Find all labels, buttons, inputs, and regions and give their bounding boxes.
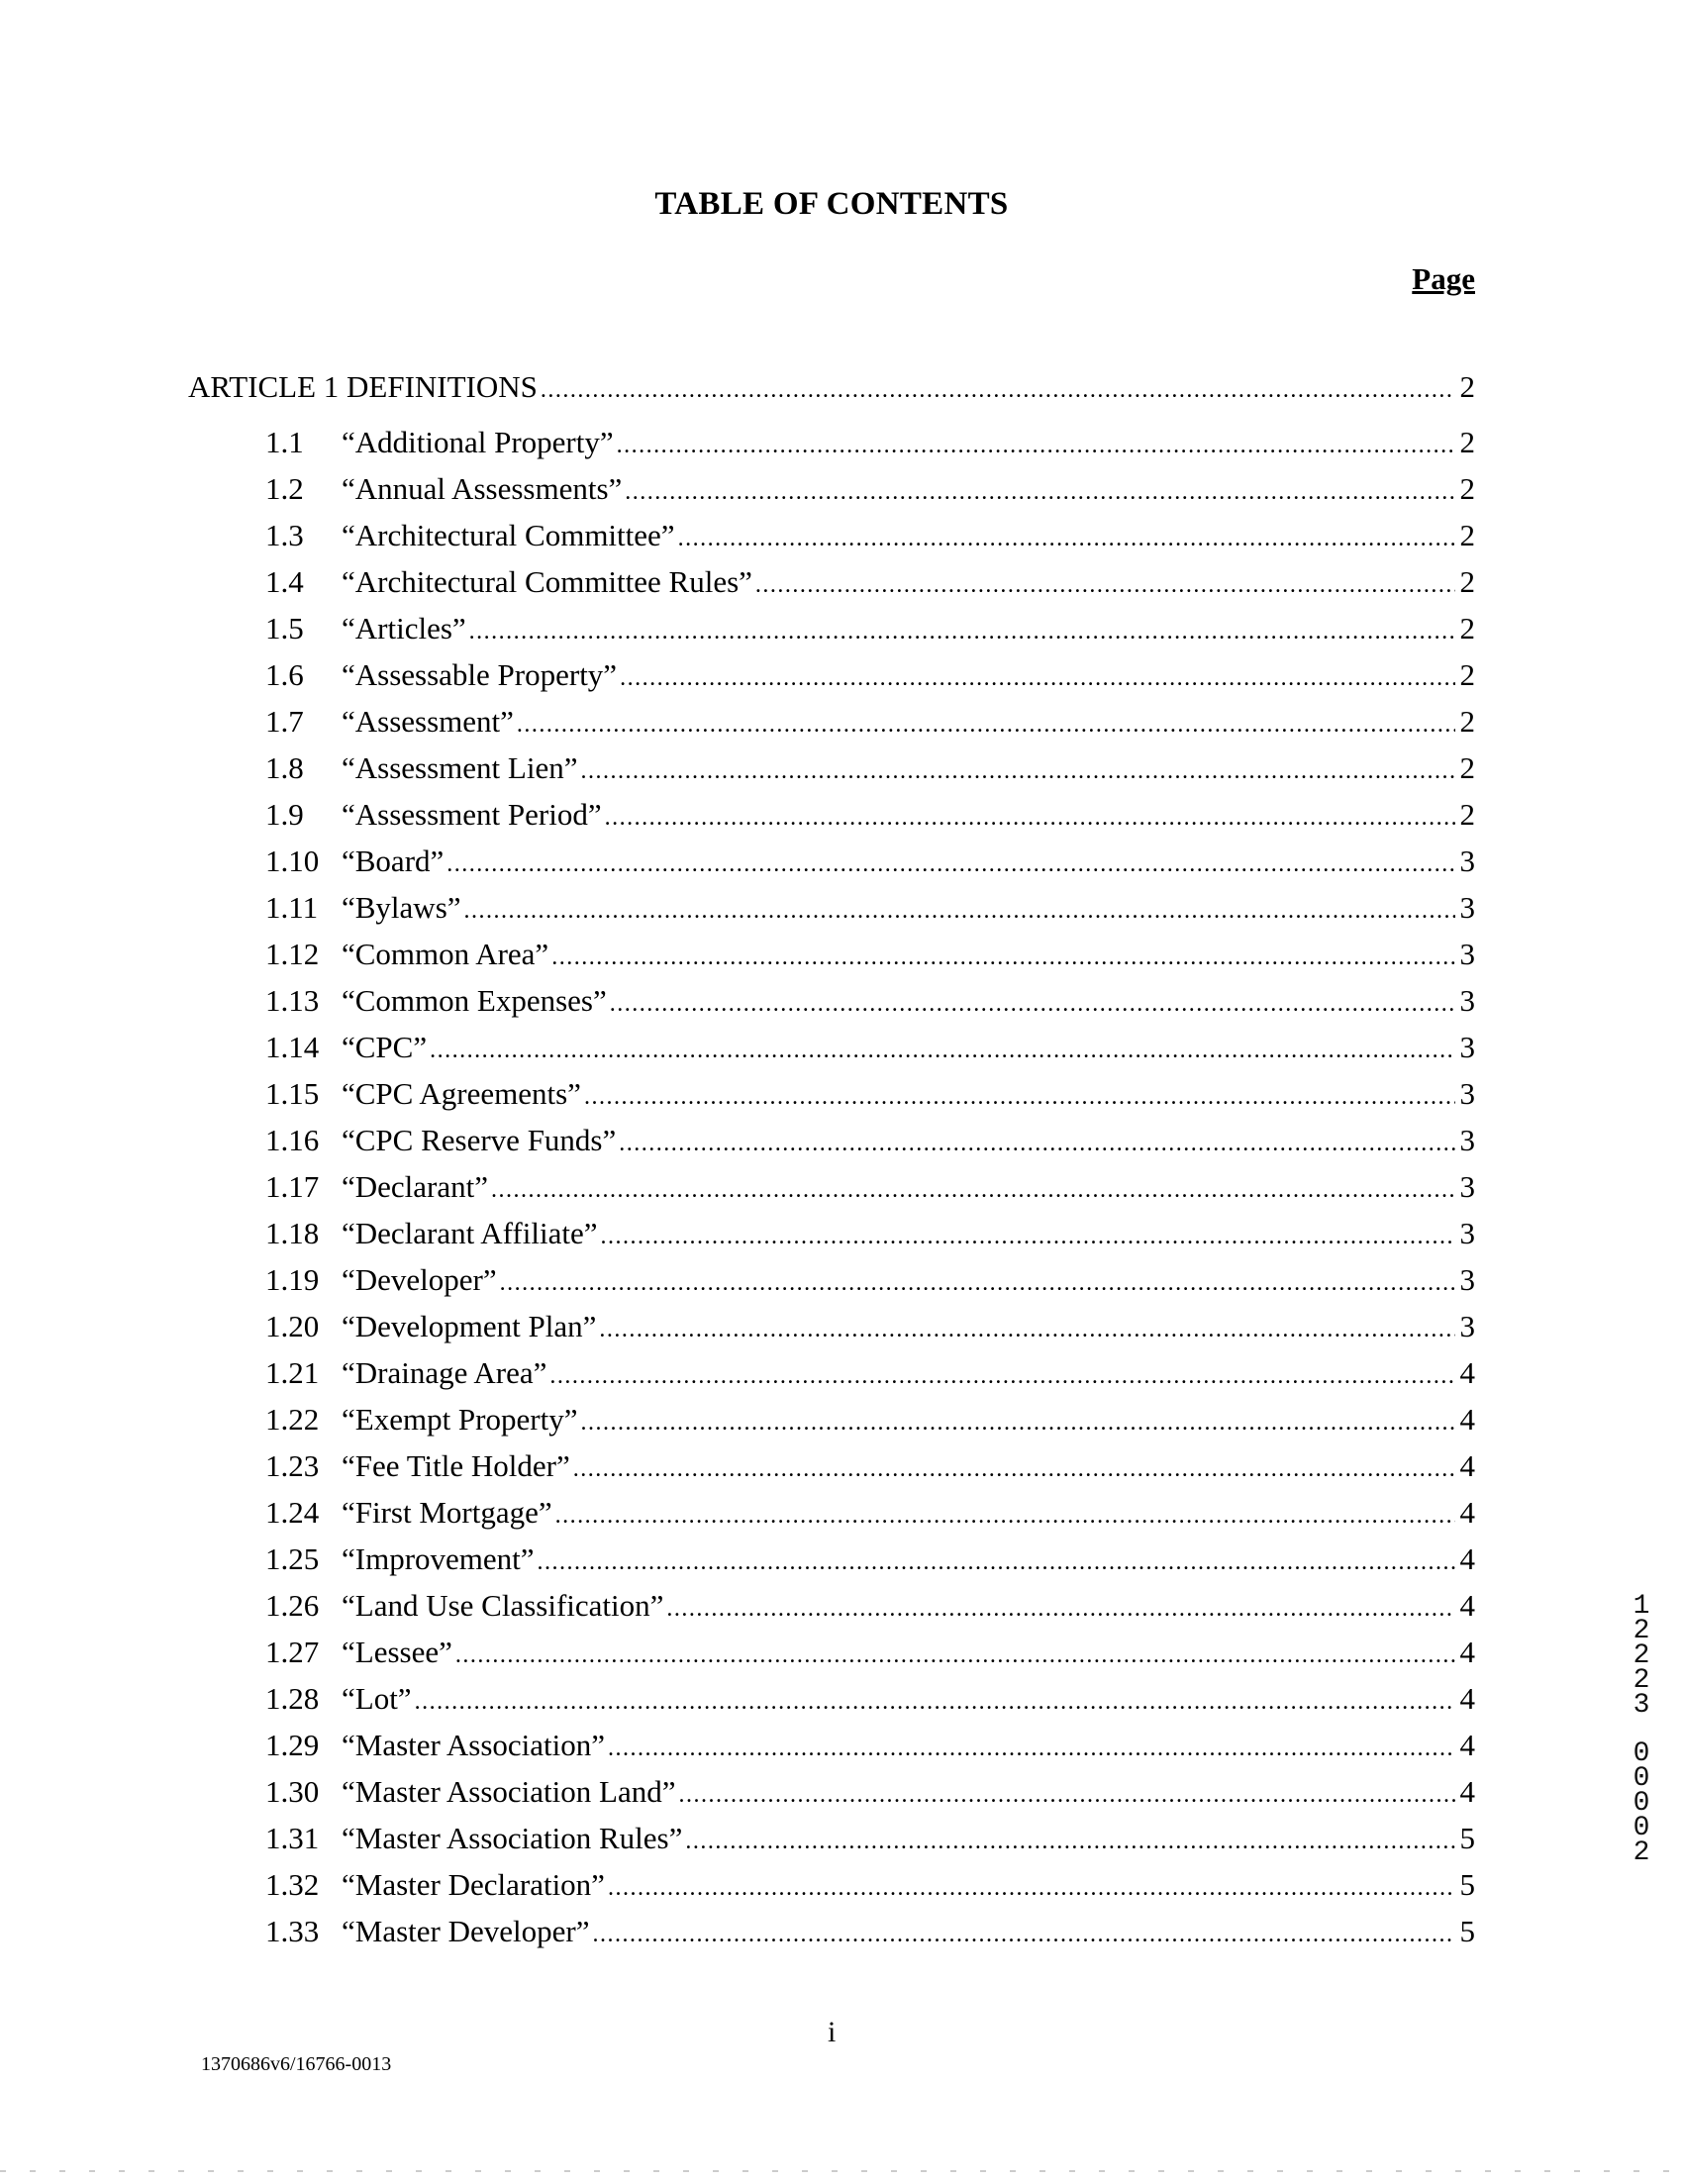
toc-entry-number: 1.23 xyxy=(265,1448,320,1483)
toc-entry-label: “Fee Title Holder” xyxy=(342,1448,570,1483)
stamp-char: 2 xyxy=(1633,1616,1650,1646)
toc-entry-row[interactable] xyxy=(188,844,1475,890)
toc-entry-page: 2 xyxy=(1459,657,1475,692)
toc-entry-page: 4 xyxy=(1459,1495,1475,1530)
toc-entry-page: 4 xyxy=(1459,1588,1475,1623)
toc-entry-label: “Declarant Affiliate” xyxy=(342,1216,598,1250)
toc-article-label: ARTICLE 1 DEFINITIONS xyxy=(188,369,538,404)
toc-entry-number: 1.9 xyxy=(265,797,304,832)
toc-entry-label: “CPC Reserve Funds” xyxy=(342,1123,617,1157)
toc-entry-label: “Master Association Rules” xyxy=(342,1821,683,1855)
dot-leader xyxy=(538,1549,1455,1576)
toc-entry-number: 1.4 xyxy=(265,564,304,599)
dot-leader xyxy=(608,1875,1455,1902)
toc-entry-page: 5 xyxy=(1459,1867,1475,1902)
toc-entry-label: “Assessable Property” xyxy=(342,657,618,692)
stamp-char: 3 xyxy=(1633,1690,1650,1721)
toc-entry-label: “Exempt Property” xyxy=(342,1402,578,1437)
stamp-char: 0 xyxy=(1633,1813,1650,1843)
toc-entry-number: 1.2 xyxy=(265,471,304,506)
toc-entry-label: “Bylaws” xyxy=(342,890,461,925)
dot-leader xyxy=(580,1410,1454,1437)
toc-entry-label: “Developer” xyxy=(342,1262,497,1297)
toc-entry-row[interactable] xyxy=(188,1123,1475,1169)
toc-entry-number: 1.11 xyxy=(265,890,319,925)
dot-leader xyxy=(491,1177,1455,1204)
stamp-char: 1 xyxy=(1633,1591,1650,1622)
stamp-char: 2 xyxy=(1633,1665,1650,1696)
toc-entry-row[interactable] xyxy=(188,1495,1475,1541)
toc-entry-page: 2 xyxy=(1459,797,1475,832)
toc-entry-number: 1.5 xyxy=(265,611,304,645)
toc-entry-row[interactable] xyxy=(188,1355,1475,1402)
stamp-char: 2 xyxy=(1633,1837,1650,1868)
toc-entry-page: 4 xyxy=(1459,1355,1475,1390)
dot-leader xyxy=(584,1084,1455,1111)
dot-leader xyxy=(610,991,1455,1018)
dot-leader xyxy=(608,1736,1454,1762)
toc-entry-row[interactable] xyxy=(188,611,1475,657)
dot-leader xyxy=(469,619,1455,645)
toc-entry-label: “Drainage Area” xyxy=(342,1355,547,1390)
toc-entry-number: 1.7 xyxy=(265,704,304,739)
toc-entry-number: 1.17 xyxy=(265,1169,320,1204)
toc-entry-row[interactable] xyxy=(188,1821,1475,1867)
toc-entry-number: 1.16 xyxy=(265,1123,320,1157)
toc-entry-page: 4 xyxy=(1459,1774,1475,1809)
toc-entry-label: “Additional Property” xyxy=(342,425,614,459)
toc-entry-number: 1.12 xyxy=(265,937,320,971)
toc-entry-number: 1.14 xyxy=(265,1030,320,1064)
toc-entry-row[interactable] xyxy=(188,564,1475,611)
toc-entry-row[interactable] xyxy=(188,1169,1475,1216)
toc-entry-row[interactable] xyxy=(188,797,1475,844)
toc-entry-label: “Master Association” xyxy=(342,1728,606,1762)
dot-leader xyxy=(500,1270,1455,1297)
toc-entry-label: “Assessment” xyxy=(342,704,514,739)
toc-entry-page: 2 xyxy=(1459,471,1475,506)
toc-entry-row[interactable] xyxy=(188,657,1475,704)
toc-entry-number: 1.31 xyxy=(265,1821,320,1855)
toc-entry-label: “Improvement” xyxy=(342,1541,535,1576)
toc-entry-label: “Board” xyxy=(342,844,445,878)
toc-entry-label: “Lessee” xyxy=(342,1635,452,1669)
toc-entry-row[interactable] xyxy=(188,1681,1475,1728)
toc-entry-label: “First Mortgage” xyxy=(342,1495,552,1530)
toc-entry-row[interactable] xyxy=(188,1728,1475,1774)
toc-entry-row[interactable] xyxy=(188,1216,1475,1262)
page-column-heading: Page xyxy=(1412,261,1475,296)
toc-entry-row[interactable] xyxy=(188,1541,1475,1588)
toc-entry-row[interactable] xyxy=(188,425,1475,471)
toc-entry-number: 1.22 xyxy=(265,1402,320,1437)
toc-entry-number: 1.28 xyxy=(265,1681,320,1716)
toc-article-row[interactable] xyxy=(188,369,1475,425)
toc-entry-page: 3 xyxy=(1459,890,1475,925)
toc-entry-label: “Master Declaration” xyxy=(342,1867,605,1902)
toc-entry-row[interactable] xyxy=(188,1867,1475,1914)
dot-leader xyxy=(617,433,1455,459)
toc-entry-number: 1.18 xyxy=(265,1216,320,1250)
toc-entry-label: “Common Expenses” xyxy=(342,983,607,1018)
stamp-char: 0 xyxy=(1633,1788,1650,1819)
toc-title: TABLE OF CONTENTS xyxy=(654,186,1009,222)
toc-entry-row[interactable] xyxy=(188,1402,1475,1448)
toc-entry-row[interactable] xyxy=(188,1448,1475,1495)
toc-entry-page: 4 xyxy=(1459,1448,1475,1483)
toc-entry-number: 1.19 xyxy=(265,1262,320,1297)
toc-entry-page: 2 xyxy=(1459,564,1475,599)
dot-leader xyxy=(625,479,1454,506)
toc-entry-row[interactable] xyxy=(188,750,1475,797)
dot-leader xyxy=(599,1317,1454,1343)
toc-entry-page: 4 xyxy=(1459,1681,1475,1716)
toc-entry-number: 1.15 xyxy=(265,1076,320,1111)
toc-list xyxy=(188,369,1475,1960)
dot-leader xyxy=(600,1224,1454,1250)
toc-entry-page: 5 xyxy=(1459,1821,1475,1855)
toc-entry-page: 2 xyxy=(1459,704,1475,739)
toc-entry-number: 1.33 xyxy=(265,1914,320,1948)
dot-leader xyxy=(678,526,1455,552)
toc-entry-page: 4 xyxy=(1459,1635,1475,1669)
toc-entry-label: “Development Plan” xyxy=(342,1309,597,1343)
toc-entry-row[interactable] xyxy=(188,983,1475,1030)
toc-entry-label: “Architectural Committee Rules” xyxy=(342,564,752,599)
toc-entry-row[interactable] xyxy=(188,704,1475,750)
toc-entry-page: 3 xyxy=(1459,1076,1475,1111)
dot-leader xyxy=(455,1642,1455,1669)
toc-entry-page: 2 xyxy=(1459,518,1475,552)
toc-entry-row[interactable] xyxy=(188,1030,1475,1076)
toc-entry-page: 4 xyxy=(1459,1541,1475,1576)
dot-leader xyxy=(415,1689,1455,1716)
toc-entry-row[interactable] xyxy=(188,1635,1475,1681)
toc-entry-number: 1.29 xyxy=(265,1728,320,1762)
toc-entry-number: 1.25 xyxy=(265,1541,320,1576)
toc-entry-page: 4 xyxy=(1459,1728,1475,1762)
toc-entry-number: 1.26 xyxy=(265,1588,320,1623)
toc-entry-label: “CPC” xyxy=(342,1030,428,1064)
toc-entry-row[interactable] xyxy=(188,1588,1475,1635)
toc-entry-page: 5 xyxy=(1459,1914,1475,1948)
toc-entry-label: “Architectural Committee” xyxy=(342,518,675,552)
toc-entry-number: 1.27 xyxy=(265,1635,320,1669)
side-stamp-number xyxy=(1622,1591,1661,1868)
toc-entry-number: 1.3 xyxy=(265,518,304,552)
toc-entry-page: 3 xyxy=(1459,983,1475,1018)
toc-entry-number: 1.20 xyxy=(265,1309,320,1343)
scan-artifact-line xyxy=(0,2170,1683,2172)
stamp-char: 2 xyxy=(1633,1640,1650,1671)
dot-leader xyxy=(464,898,1455,925)
toc-entry-row[interactable] xyxy=(188,1914,1475,1960)
toc-entry-page: 3 xyxy=(1459,937,1475,971)
toc-entry-row[interactable] xyxy=(188,1774,1475,1821)
toc-entry-row[interactable] xyxy=(188,518,1475,564)
stamp-char: 0 xyxy=(1633,1738,1650,1769)
toc-entry-page: 3 xyxy=(1459,844,1475,878)
toc-article-page: 2 xyxy=(1459,369,1475,404)
dot-leader xyxy=(605,805,1455,832)
dot-leader xyxy=(619,1131,1454,1157)
toc-entry-row[interactable] xyxy=(188,937,1475,983)
toc-entry-row[interactable] xyxy=(188,471,1475,518)
toc-entry-number: 1.10 xyxy=(265,844,320,878)
toc-entry-number: 1.13 xyxy=(265,983,320,1018)
dot-leader xyxy=(517,712,1455,739)
toc-entry-number: 1.6 xyxy=(265,657,304,692)
dot-leader xyxy=(549,1363,1454,1390)
dot-leader xyxy=(620,665,1454,692)
toc-entry-label: “Assessment Period” xyxy=(342,797,602,832)
dot-leader xyxy=(685,1829,1454,1855)
dot-leader xyxy=(430,1038,1454,1064)
toc-entry-page: 3 xyxy=(1459,1262,1475,1297)
toc-entry-number: 1.30 xyxy=(265,1774,320,1809)
dot-leader xyxy=(446,851,1454,878)
toc-entry-page: 3 xyxy=(1459,1030,1475,1064)
toc-entry-row[interactable] xyxy=(188,1076,1475,1123)
dot-leader xyxy=(678,1782,1454,1809)
dot-leader xyxy=(592,1922,1454,1948)
toc-entry-label: “Annual Assessments” xyxy=(342,471,623,506)
dot-leader xyxy=(580,758,1454,785)
toc-entry-label: “Master Association Land” xyxy=(342,1774,676,1809)
toc-entry-label: “Assessment Lien” xyxy=(342,750,578,785)
toc-entry-page: 4 xyxy=(1459,1402,1475,1437)
toc-entry-label: “Land Use Classification” xyxy=(342,1588,664,1623)
toc-entry-label: “Declarant” xyxy=(342,1169,488,1204)
toc-entry-page: 3 xyxy=(1459,1309,1475,1343)
toc-entry-number: 1.21 xyxy=(265,1355,320,1390)
toc-entry-label: “Common Area” xyxy=(342,937,549,971)
toc-entry-page: 3 xyxy=(1459,1169,1475,1204)
toc-entry-page: 2 xyxy=(1459,611,1475,645)
dot-leader xyxy=(541,377,1455,404)
toc-entry-page: 3 xyxy=(1459,1123,1475,1157)
dot-leader xyxy=(573,1456,1455,1483)
dot-leader xyxy=(555,1503,1455,1530)
stamp-char: 0 xyxy=(1633,1763,1650,1794)
toc-entry-number: 1.32 xyxy=(265,1867,320,1902)
toc-entry-row[interactable] xyxy=(188,890,1475,937)
footer-document-id: 1370686v6/16766-0013 xyxy=(201,2053,392,2075)
dot-leader xyxy=(755,572,1455,599)
toc-entry-label: “CPC Agreements” xyxy=(342,1076,581,1111)
toc-entry-label: “Lot” xyxy=(342,1681,412,1716)
dot-leader xyxy=(551,944,1454,971)
toc-entry-label: “Master Developer” xyxy=(342,1914,590,1948)
toc-entry-number: 1.1 xyxy=(265,425,304,459)
toc-entry-page: 3 xyxy=(1459,1216,1475,1250)
toc-entry-row[interactable] xyxy=(188,1309,1475,1355)
toc-entry-page: 2 xyxy=(1459,425,1475,459)
toc-entry-row[interactable] xyxy=(188,1262,1475,1309)
toc-entry-label: “Articles” xyxy=(342,611,466,645)
toc-entry-number: 1.8 xyxy=(265,750,304,785)
footer-page-number: i xyxy=(828,2016,837,2048)
toc-entry-page: 2 xyxy=(1459,750,1475,785)
dot-leader xyxy=(666,1596,1454,1623)
toc-entry-number: 1.24 xyxy=(265,1495,320,1530)
